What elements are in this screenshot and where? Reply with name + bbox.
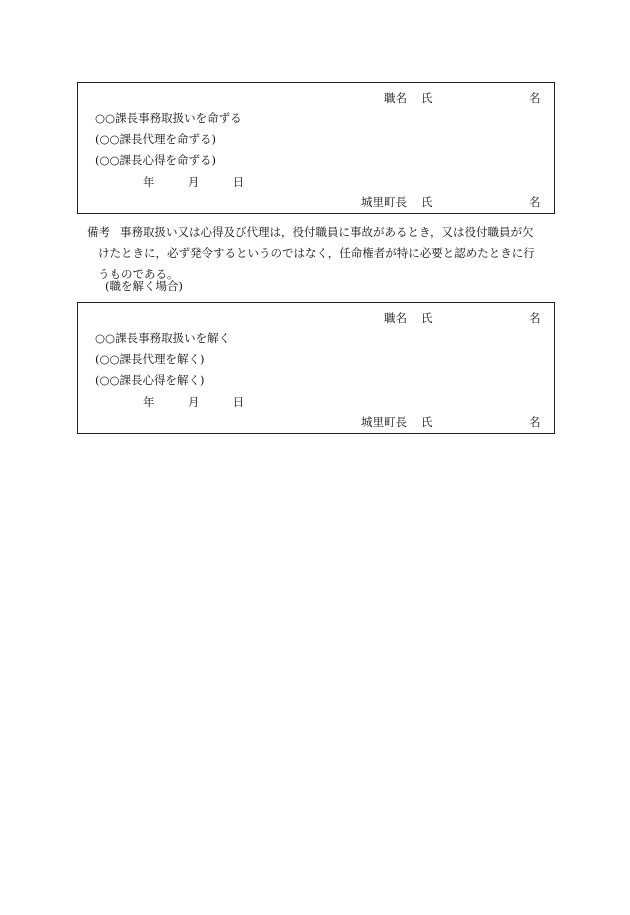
mayor-label: 城里町長 xyxy=(361,195,407,209)
month-label: 月 xyxy=(187,395,200,409)
remarks-line-1: 備考 事務取扱い又は心得及び代理は，役付職員に事故があるとき，又は役付職員が欠 xyxy=(87,225,534,239)
date-line xyxy=(143,395,244,409)
order-line-3: (○○課長心得を解く) xyxy=(95,373,205,387)
remarks-note xyxy=(87,222,557,285)
date-line xyxy=(143,175,244,189)
order-line-2: (○○課長代理を命ずる) xyxy=(95,132,217,146)
remarks-line-3: うものである。 xyxy=(98,267,179,281)
year-label: 年 xyxy=(143,175,155,189)
mayor-label: 城里町長 xyxy=(361,415,407,429)
given-name-label: 名 xyxy=(529,311,541,325)
mayor-given-name-label: 名 xyxy=(529,415,541,429)
order-line-2: (○○課長代理を解く) xyxy=(95,352,205,366)
given-name-label: 名 xyxy=(529,91,541,105)
mayor-surname-label: 氏 xyxy=(421,195,433,209)
position-label: 職名 xyxy=(384,311,407,325)
section-subheading: (職を解く場合) xyxy=(105,279,183,293)
month-label: 月 xyxy=(187,175,200,189)
year-label: 年 xyxy=(143,395,155,409)
remarks-heading: 備考 xyxy=(87,225,110,239)
remarks-line-2: けたときに，必ず発令するというのではなく，任命権者が特に必要と認めたときに行 xyxy=(98,246,535,260)
mayor-surname-label: 氏 xyxy=(421,415,433,429)
surname-label: 氏 xyxy=(421,91,433,105)
appointment-form-box xyxy=(77,82,555,214)
position-label: 職名 xyxy=(384,91,407,105)
mayor-given-name-label: 名 xyxy=(529,195,541,209)
order-line-1: ○○課長事務取扱いを命ずる xyxy=(95,111,242,125)
surname-label: 氏 xyxy=(421,311,433,325)
dismissal-form-box xyxy=(77,302,555,434)
order-line-3: (○○課長心得を命ずる) xyxy=(95,153,217,167)
order-line-1: ○○課長事務取扱いを解く xyxy=(95,331,231,345)
day-label: 日 xyxy=(232,395,245,409)
day-label: 日 xyxy=(232,175,245,189)
